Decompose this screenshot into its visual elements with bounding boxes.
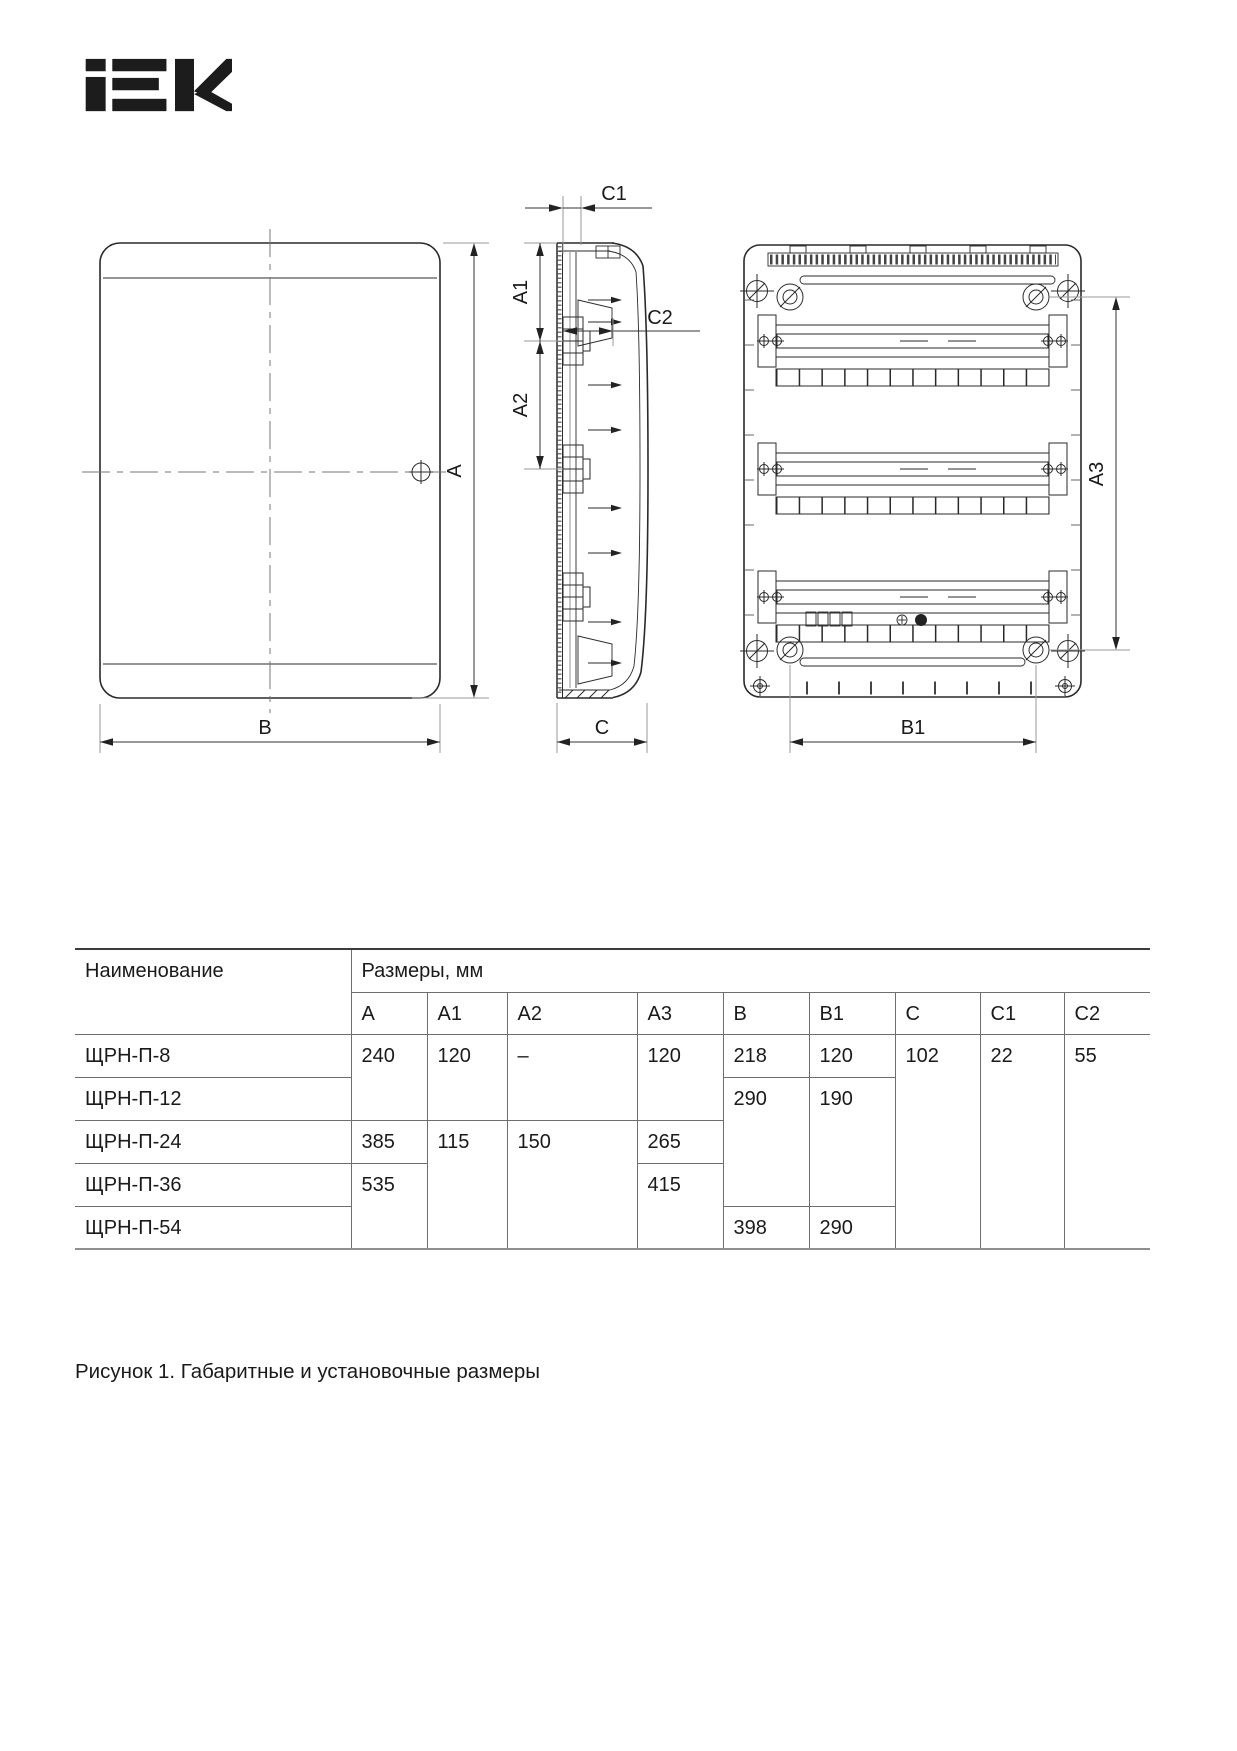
table-cell: 218 <box>723 1034 809 1077</box>
col-header-a1: A1 <box>427 992 507 1034</box>
table-cell: 115 <box>427 1120 507 1249</box>
col-header-b: B <box>723 992 809 1034</box>
table-cell: 415 <box>637 1163 723 1249</box>
dim-B1 <box>790 665 1036 753</box>
model-name: ЩРН-П-12 <box>75 1077 351 1120</box>
col-header-a3: A3 <box>637 992 723 1034</box>
col-header-a2: A2 <box>507 992 637 1034</box>
table-cell: 120 <box>809 1034 895 1077</box>
dim-label-b1: B1 <box>900 717 926 739</box>
back-view <box>740 245 1085 697</box>
bottom-slot <box>800 658 1025 666</box>
table-cell: 290 <box>723 1077 809 1206</box>
col-header-c: C <box>895 992 980 1034</box>
table-cell: 398 <box>723 1206 809 1249</box>
col-header-name: Наименование <box>75 949 351 1034</box>
table-cell: 120 <box>637 1034 723 1120</box>
table-row <box>75 1034 1150 1077</box>
door-lock-icon <box>409 460 433 484</box>
model-name: ЩРН-П-24 <box>75 1120 351 1163</box>
table-cell: 55 <box>1064 1034 1150 1249</box>
dim-A <box>412 243 489 698</box>
model-name: ЩРН-П-36 <box>75 1163 351 1206</box>
col-header-b1: B1 <box>809 992 895 1034</box>
table-cell: 102 <box>895 1034 980 1249</box>
figure-caption: Рисунок 1. Габаритные и установочные размеры <box>75 1360 540 1383</box>
model-name: ЩРН-П-8 <box>75 1034 351 1077</box>
dim-label-a3: A3 <box>1086 461 1108 487</box>
dim-label-c2: C2 <box>647 307 673 329</box>
dim-label-a1: A1 <box>510 279 532 305</box>
table-cell: 265 <box>637 1120 723 1163</box>
model-name: ЩРН-П-54 <box>75 1206 351 1249</box>
side-view <box>557 243 648 698</box>
dim-label-a2: A2 <box>510 392 532 418</box>
dimensions-table <box>75 948 1150 1250</box>
figure-1-drawing <box>0 0 1237 800</box>
table-cell: 190 <box>809 1077 895 1206</box>
table-cell: 385 <box>351 1120 427 1163</box>
front-view <box>82 229 449 713</box>
dim-C <box>557 703 647 753</box>
table-cell: 120 <box>427 1034 507 1120</box>
table-header-row <box>75 949 1150 992</box>
screw-stubs <box>588 297 622 666</box>
col-header-c1: C1 <box>980 992 1064 1034</box>
hinge-bottom <box>578 636 612 684</box>
table-cell: 150 <box>507 1120 637 1249</box>
table-cell: 290 <box>809 1206 895 1249</box>
din-rails <box>757 315 1068 642</box>
dim-label-c1: C1 <box>601 183 627 205</box>
group-header-sizes: Размеры, мм <box>351 949 1150 992</box>
col-header-a: A <box>351 992 427 1034</box>
dim-label-c: C <box>594 717 610 739</box>
table-cell: – <box>507 1034 637 1120</box>
table-cell: 240 <box>351 1034 427 1120</box>
dim-C2 <box>563 307 700 346</box>
dim-label-b: B <box>258 717 272 739</box>
top-slot <box>800 276 1055 284</box>
col-header-c2: C2 <box>1064 992 1150 1034</box>
dim-label-a: A <box>444 464 466 478</box>
table-cell: 22 <box>980 1034 1064 1249</box>
marking-strip <box>806 612 927 626</box>
dim-A1-A2 <box>510 243 563 469</box>
table-cell: 535 <box>351 1163 427 1249</box>
edge-ticks <box>744 300 1081 615</box>
